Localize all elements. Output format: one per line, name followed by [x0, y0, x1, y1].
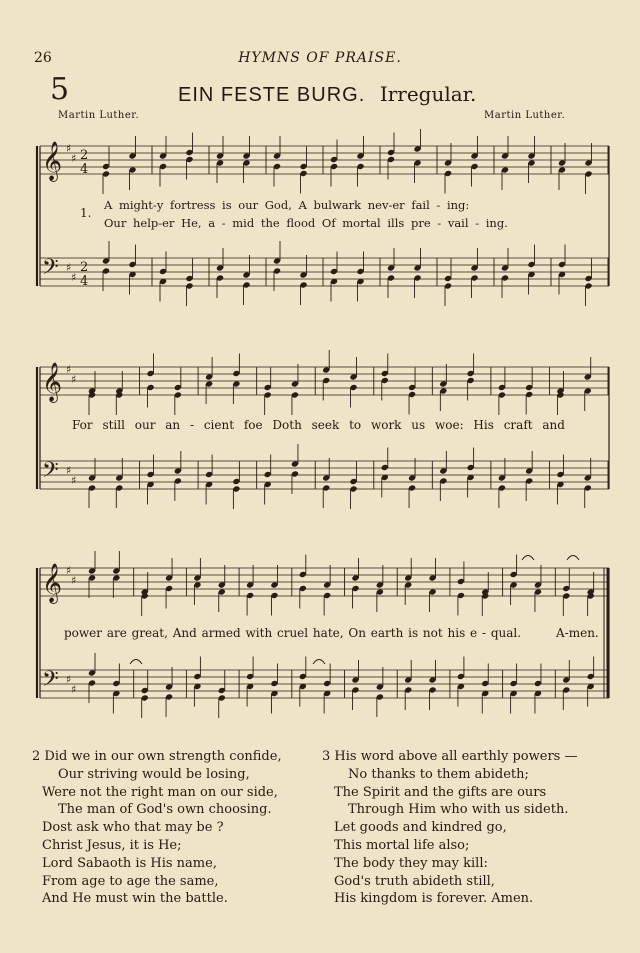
time-signature: 2: [80, 260, 89, 275]
verse-line: Our striving would be losing,: [58, 766, 250, 782]
sharp-sign: ♯: [66, 673, 72, 686]
sharp-sign: ♯: [71, 373, 77, 386]
verse-line: And He must win the battle.: [42, 891, 228, 907]
verse-line: Were not the right man on our side,: [42, 784, 278, 800]
sharp-sign: ♯: [71, 574, 77, 587]
sharp-sign: ♯: [66, 564, 72, 577]
verse-line: This mortal life also;: [334, 837, 470, 853]
sharp-sign: ♯: [66, 142, 72, 155]
verse-line: God's truth abideth still,: [334, 873, 495, 889]
fermata: [522, 556, 534, 561]
time-signature: 4: [80, 274, 89, 289]
verse-line: The man of God's own choosing.: [58, 802, 272, 818]
bass-clef: 𝄢: [42, 255, 59, 285]
treble-clef: 𝄞: [42, 141, 63, 181]
running-title: HYMNS OF PRAISE.: [238, 50, 402, 66]
verse-line: 2 Did we in our own strength confide,: [32, 749, 282, 764]
verse-2: [32, 748, 282, 908]
verse-line: Christ Jesus, it is He;: [42, 837, 182, 853]
words-credit: Martin Luther.: [58, 110, 140, 121]
verse-3: [322, 748, 577, 908]
sharp-sign: ♯: [71, 271, 77, 284]
hymn-title-text: EIN FESTE BURG.: [178, 84, 366, 106]
lyric-line-3: For still our an - cient foe Doth seek to work us woe: His craft and: [72, 418, 565, 432]
music-credit: Martin Luther.: [484, 110, 566, 121]
fermata: [567, 556, 579, 561]
lyric-line-2: Our help-er He, a - mid the flood Of mortal ills pre - vail - ing.: [104, 216, 508, 230]
verse-line: The body they may kill:: [334, 855, 488, 871]
verse-line: No thanks to them abideth;: [348, 766, 529, 782]
verse-line: From age to age the same,: [42, 873, 219, 889]
sharp-sign: ♯: [66, 464, 72, 477]
verse-line: Let goods and kindred go,: [334, 820, 507, 836]
lyric-line-4: power are great, And armed with cruel hate, On earth is not his e - qual.: [64, 626, 522, 640]
time-signature: 4: [80, 162, 89, 177]
amen-lyric: A-men.: [556, 626, 599, 640]
page-number: 26: [34, 50, 52, 66]
time-signature: 2: [80, 148, 89, 163]
fermata: [130, 660, 142, 665]
verse-line: Dost ask who that may be ?: [42, 820, 224, 836]
hymn-number: 5: [50, 72, 70, 107]
treble-clef: 𝄞: [42, 563, 63, 603]
sharp-sign: ♯: [71, 474, 77, 487]
treble-clef: 𝄞: [42, 362, 63, 402]
sharp-sign: ♯: [71, 683, 77, 696]
sharp-sign: ♯: [71, 152, 77, 165]
hymn-meter: Irregular.: [379, 82, 477, 106]
sharp-sign: ♯: [66, 363, 72, 376]
verse-line: Through Him who with us sideth.: [348, 802, 569, 818]
verse-line: The Spirit and the gifts are ours: [334, 784, 547, 800]
verse-line: 3 His word above all earthly powers —: [322, 749, 578, 764]
lyric-line-1: A might-y fortress is our God, A bulwark nev-er fail - ing:: [104, 198, 470, 212]
bass-clef: 𝄢: [42, 458, 59, 488]
sharp-sign: ♯: [66, 261, 72, 274]
verse-line: Lord Sabaoth is His name,: [42, 855, 217, 871]
verse-line: His kingdom is forever. Amen.: [334, 891, 534, 907]
stanza-number: 1.: [80, 206, 92, 220]
fermata: [313, 660, 325, 665]
bass-clef: 𝄢: [42, 667, 59, 697]
